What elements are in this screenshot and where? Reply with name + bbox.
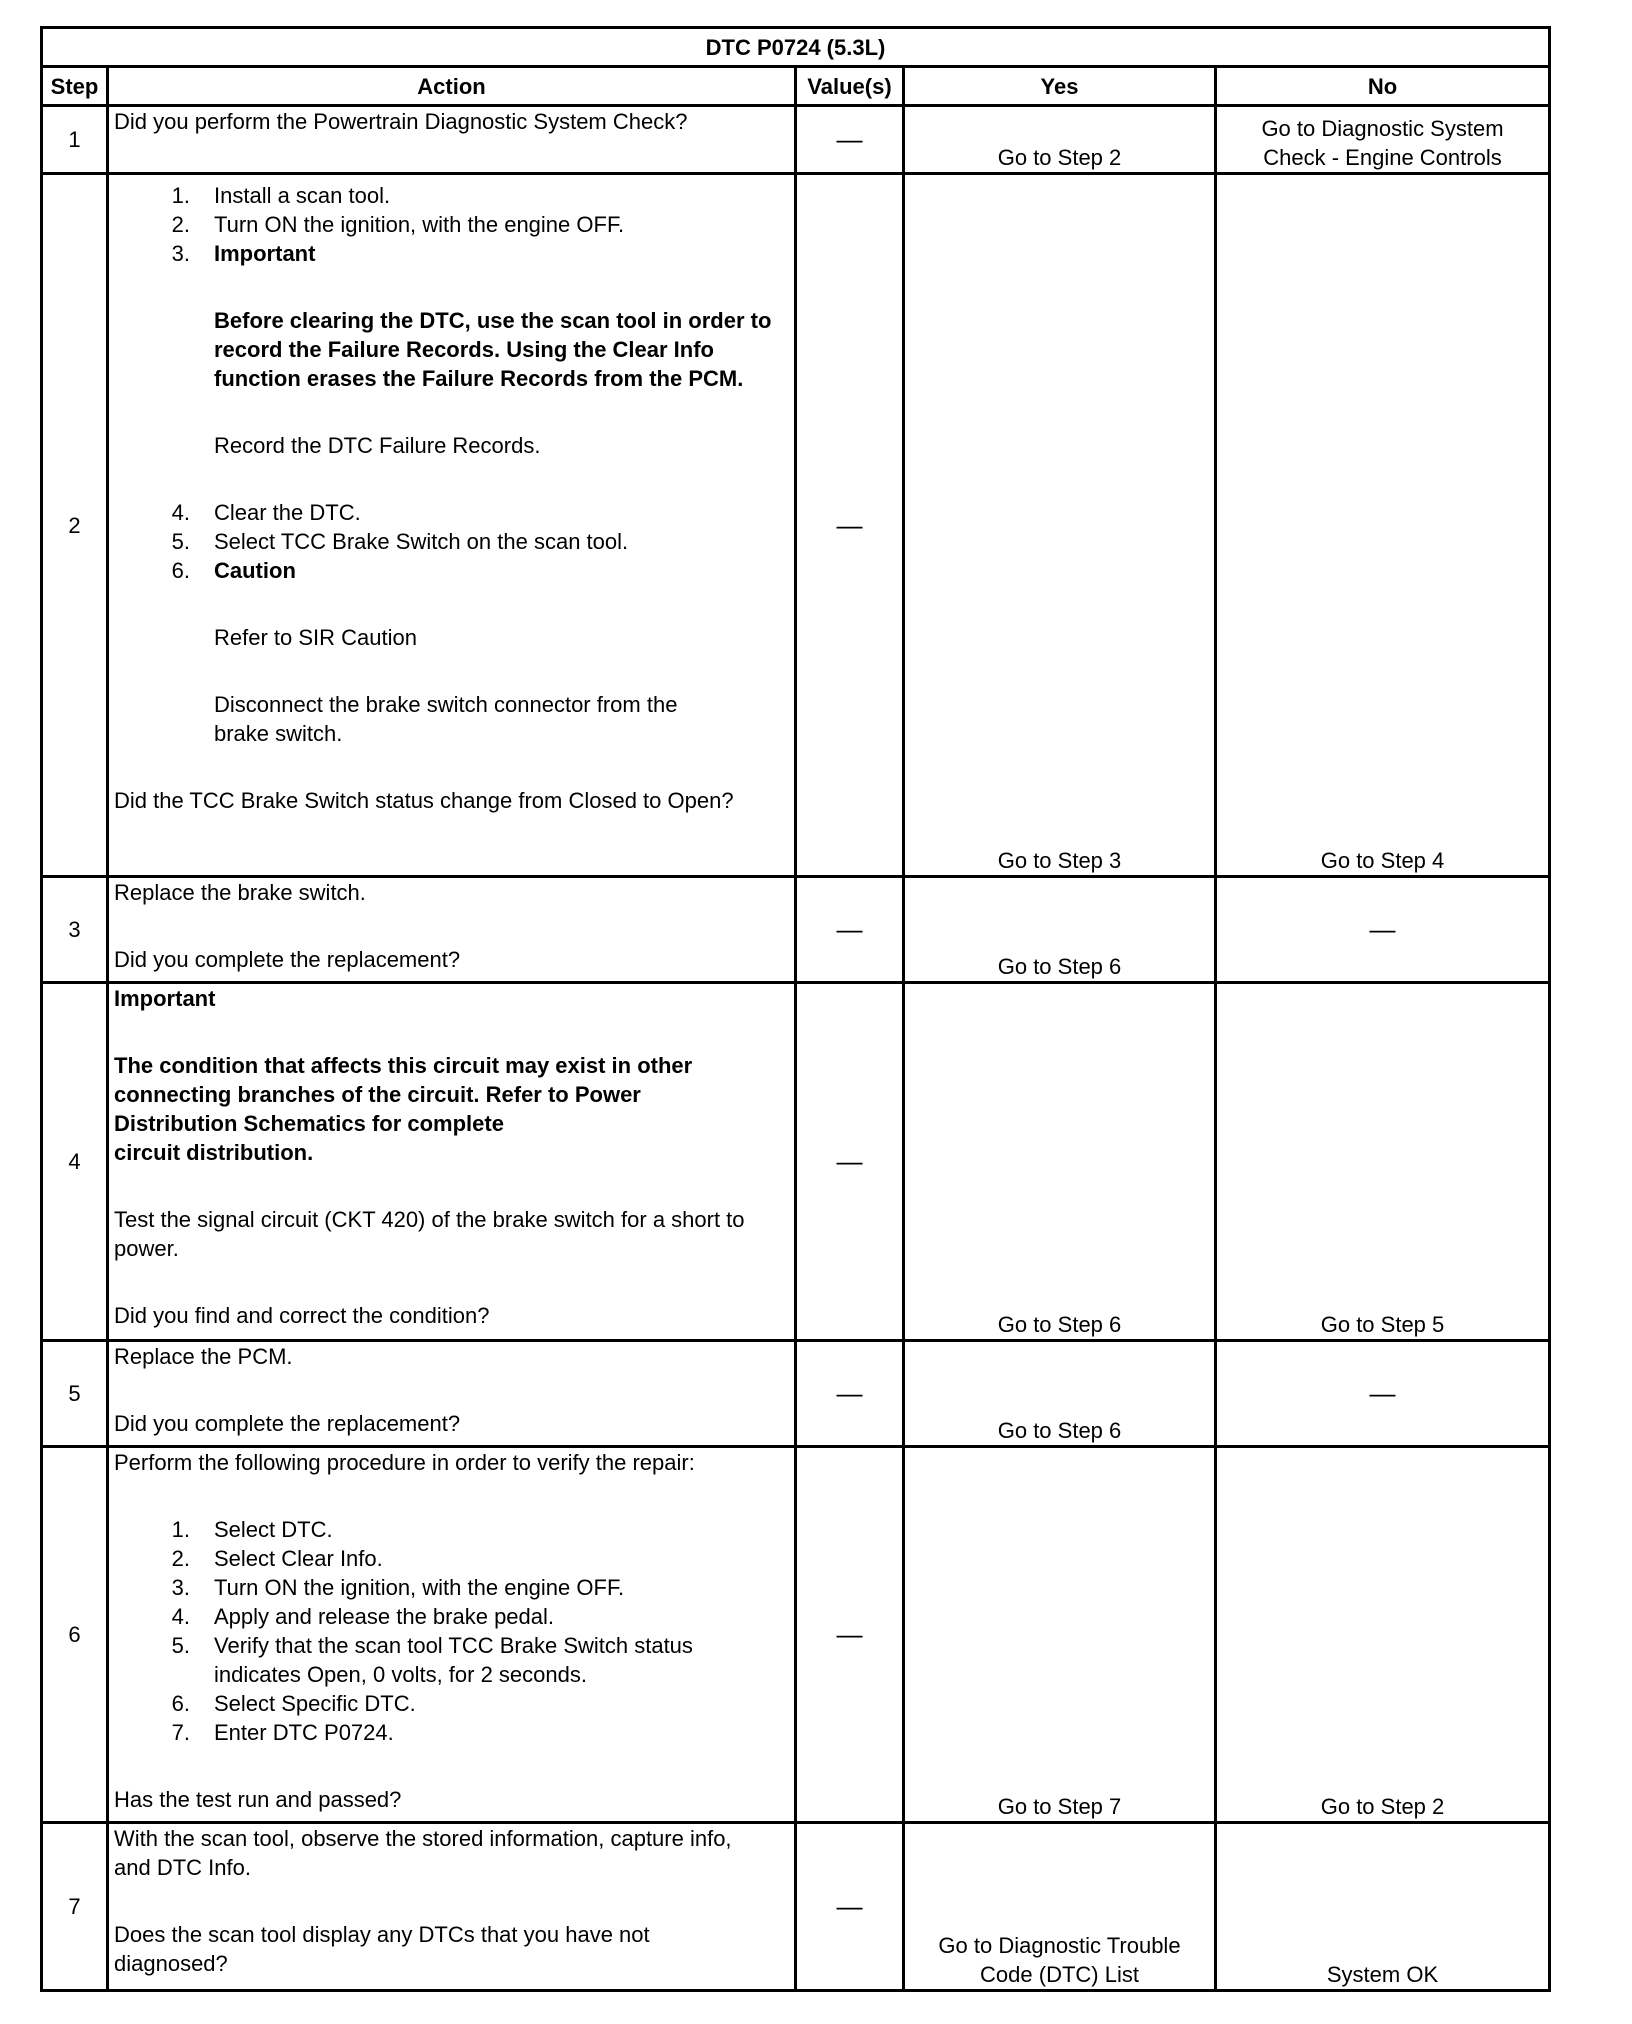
list-item: 7. Enter DTC P0724. — [171, 1720, 394, 1745]
no-link[interactable]: Go to Step 5 — [1216, 983, 1550, 1341]
caution-note: Refer to SIR Caution — [214, 625, 417, 650]
action-cell — [108, 877, 796, 983]
yes-link[interactable]: Go to Step 2 — [904, 106, 1216, 174]
value-cell: — — [796, 1823, 904, 1991]
table-row-step-1 — [42, 106, 1550, 174]
yes-link-line-2: Code (DTC) List — [980, 1962, 1139, 1987]
list-item: 2. Turn ON the ignition, with the engine OFF. — [171, 212, 625, 237]
header-values: Value(s) — [796, 67, 904, 106]
value-cell: — — [796, 106, 904, 174]
yes-link[interactable]: Go to Step 6 — [904, 983, 1216, 1341]
no-link-line-1: Go to Diagnostic System — [1261, 116, 1504, 141]
intro-text: Perform the following procedure in order to verify the repair: — [114, 1450, 695, 1475]
yes-link-line-1: Go to Diagnostic Trouble — [938, 1933, 1181, 1958]
table-row-step-3 — [42, 877, 1550, 983]
list-item: 5. Verify that the scan tool TCC Brake Switch status indicates Open, 0 volts, for 2 seconds. — [171, 1633, 693, 1687]
question-text: Did you perform the Powertrain Diagnostic System Check? — [114, 109, 688, 134]
no-value: — — [1216, 1341, 1550, 1447]
important-line: Distribution Schematics for complete — [114, 1111, 504, 1136]
table-row-step-2 — [42, 174, 1550, 877]
list-item: 6. Caution — [171, 558, 296, 583]
step-number: 6 — [42, 1447, 108, 1823]
value-cell: — — [796, 877, 904, 983]
step-number: 2 — [42, 174, 108, 877]
no-result: System OK — [1216, 1823, 1550, 1991]
step-number: 7 — [42, 1823, 108, 1991]
dtc-table — [40, 26, 1551, 1992]
question-text: Did you complete the replacement? — [114, 1411, 461, 1436]
value-cell: — — [796, 1341, 904, 1447]
list-item: 1. Install a scan tool. — [171, 183, 391, 208]
value-cell: — — [796, 983, 904, 1341]
no-link[interactable]: Go to Step 4 — [1216, 174, 1550, 877]
yes-link[interactable]: Go to Step 6 — [904, 877, 1216, 983]
table-row-step-6 — [42, 1447, 1550, 1823]
header-action: Action — [108, 67, 796, 106]
instruction-text: With the scan tool, observe the stored information, capture info, and DTC Info. — [114, 1826, 732, 1880]
action-cell — [108, 1341, 796, 1447]
table-row-step-4 — [42, 983, 1550, 1341]
list-item: 4. Apply and release the brake pedal. — [171, 1604, 555, 1629]
procedure-list-continued — [114, 498, 789, 585]
important-line: The condition that affects this circuit may exist in other — [114, 1053, 693, 1078]
step-number: 5 — [42, 1341, 108, 1447]
disconnect-instruction: Disconnect the brake switch connector from the brake switch. — [214, 692, 678, 746]
important-line: circuit distribution. — [114, 1140, 314, 1165]
no-link[interactable] — [1216, 106, 1550, 174]
action-cell — [108, 983, 796, 1341]
value-cell: — — [796, 174, 904, 877]
yes-link[interactable] — [904, 1823, 1216, 1991]
table-row-step-5 — [42, 1341, 1550, 1447]
no-link-line-2: Check - Engine Controls — [1263, 145, 1502, 170]
action-cell — [108, 106, 796, 174]
list-item: 6. Select Specific DTC. — [171, 1691, 416, 1716]
table-row-step-7 — [42, 1823, 1550, 1991]
header-no: No — [1216, 67, 1550, 106]
important-label: Important — [114, 986, 216, 1011]
important-note: Before clearing the DTC, use the scan tool in order to record the Failure Records. Using the Clear Info function erases the Failure Records from the PCM. — [214, 308, 772, 391]
header-row — [42, 67, 1550, 106]
action-cell — [108, 174, 796, 877]
question-text: Does the scan tool display any DTCs that you have not diagnosed? — [114, 1922, 650, 1976]
procedure-list — [114, 181, 789, 268]
table-title: DTC P0724 (5.3L) — [42, 28, 1550, 67]
action-cell — [108, 1447, 796, 1823]
list-item: 2. Select Clear Info. — [171, 1546, 383, 1571]
header-yes: Yes — [904, 67, 1216, 106]
question-text: Did you complete the replacement? — [114, 947, 461, 972]
question-text: Has the test run and passed? — [114, 1787, 402, 1812]
header-step: Step — [42, 67, 108, 106]
list-item: 5. Select TCC Brake Switch on the scan tool. — [171, 529, 629, 554]
no-value: — — [1216, 877, 1550, 983]
yes-link[interactable]: Go to Step 7 — [904, 1447, 1216, 1823]
record-instruction: Record the DTC Failure Records. — [214, 433, 541, 458]
no-link[interactable]: Go to Step 2 — [1216, 1447, 1550, 1823]
step-number: 4 — [42, 983, 108, 1341]
important-line: connecting branches of the circuit. Refer to Power — [114, 1082, 641, 1107]
list-item: 3. Turn ON the ignition, with the engine OFF. — [171, 1575, 625, 1600]
list-item: 1. Select DTC. — [171, 1517, 333, 1542]
list-item: 4. Clear the DTC. — [171, 500, 361, 525]
instruction-text: Replace the PCM. — [114, 1344, 293, 1369]
step-number: 1 — [42, 106, 108, 174]
yes-link[interactable]: Go to Step 6 — [904, 1341, 1216, 1447]
value-cell: — — [796, 1447, 904, 1823]
question-text: Did you find and correct the condition? — [114, 1303, 490, 1328]
instruction-text: Replace the brake switch. — [114, 880, 366, 905]
test-instruction: Test the signal circuit (CKT 420) of the brake switch for a short to power. — [114, 1207, 745, 1261]
yes-link[interactable]: Go to Step 3 — [904, 174, 1216, 877]
action-cell — [108, 1823, 796, 1991]
verify-procedure-list — [114, 1515, 789, 1747]
question-text: Did the TCC Brake Switch status change from Closed to Open? — [114, 788, 734, 813]
step-number: 3 — [42, 877, 108, 983]
list-item: 3. Important — [171, 241, 316, 266]
